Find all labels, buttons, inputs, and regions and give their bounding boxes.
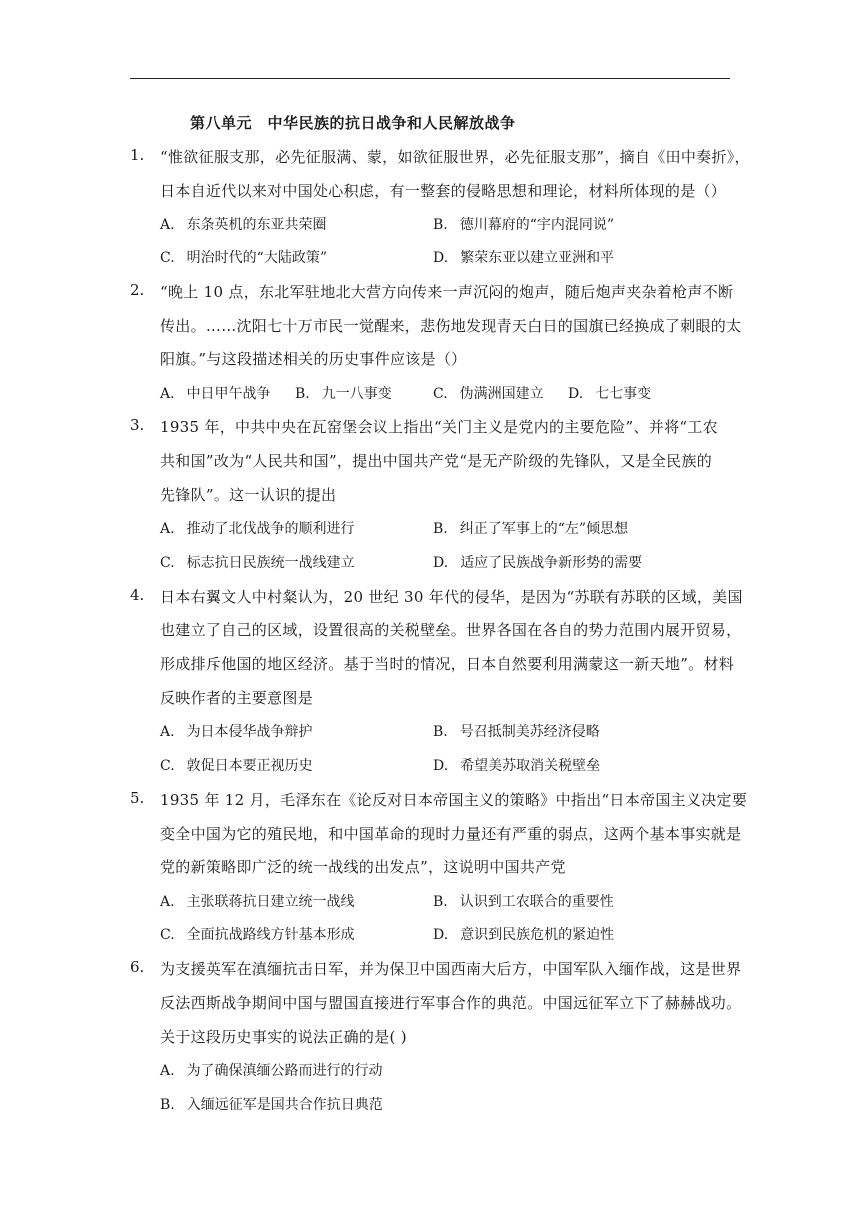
question-text-line: 日本右翼文人中村粲认为，20 世纪 30 年代的侵华，是因为“苏联有苏联的区域，美国: [160, 588, 743, 606]
question-text-line: 关于这段历史事实的说法正确的是( ): [160, 1028, 407, 1046]
option-c[interactable]: C. 标志抗日民族统一战线建立: [160, 555, 355, 571]
question-text-line: 反法西斯战争期间中国与盟国直接进行军事合作的典范。中国远征军立下了赫赫战功。: [160, 994, 742, 1012]
option-b[interactable]: B. 纠正了军事上的“左”倾思想: [433, 521, 629, 537]
question-text-line: 党的新策略即广泛的统一战线的出发点”，这说明中国共产党: [160, 858, 566, 876]
question-text-line: 阳旗。”与这段描述相关的历史事件应该是（）: [160, 350, 467, 368]
question-text-line: 为支援英军在滇缅抗击日军，并为保卫中国西南大后方，中国军队入缅作战，这是世界: [160, 960, 742, 978]
question-text-line: 反映作者的主要意图是: [160, 689, 314, 707]
question-text-line: 先锋队”。这一认识的提出: [160, 486, 337, 504]
option-b[interactable]: B. 号召抵制美苏经济侵略: [433, 724, 600, 740]
option-b[interactable]: B. 德川幕府的“宇内混同说”: [433, 217, 615, 233]
option-d[interactable]: D. 适应了民族战争新形势的需要: [433, 555, 643, 571]
question-text-line: 也建立了自己的区域，设置很高的关税壁垒。世界各国在各自的势力范围内展开贸易，: [160, 621, 742, 639]
option-a[interactable]: A. 中日甲午战争: [160, 386, 271, 402]
option-a[interactable]: A. 推动了北伐战争的顺利进行: [160, 521, 355, 537]
question-text-line: 形成排斥他国的地区经济。基于当时的情况，日本自然要利用满蒙这一新天地”。材料: [160, 655, 735, 673]
question-number: 5.: [130, 789, 145, 807]
option-a[interactable]: A. 为了确保滇缅公路而进行的行动: [160, 1063, 383, 1079]
question-number: 2.: [130, 281, 145, 299]
option-a[interactable]: A. 主张联蒋抗日建立统一战线: [160, 894, 355, 910]
option-b[interactable]: B. 认识到工农联合的重要性: [433, 894, 614, 910]
question-number: 6.: [130, 958, 145, 976]
option-d[interactable]: D. 繁荣东亚以建立亚洲和平: [433, 250, 615, 266]
option-a[interactable]: A. 东条英机的东亚共荣圈: [160, 217, 327, 233]
question-text-line: “晚上 10 点，东北军驻地北大营方向传来一声沉闷的炮声，随后炮声夹杂着枪声不断: [160, 283, 734, 301]
unit-title: 第八单元 中华民族的抗日战争和人民解放战争: [190, 114, 516, 132]
option-a[interactable]: A. 为日本侵华战争辩护: [160, 724, 313, 740]
question-text-line: 1935 年 12 月，毛泽东在《论反对日本帝国主义的策略》中指出“日本帝国主义决定要: [160, 791, 748, 809]
question-text-line: 1935 年，中共中央在瓦窑堡会议上指出“关门主义是党内的主要危险”、并将“工农: [160, 418, 718, 436]
question-text-line: “惟欲征服支那，必先征服满、蒙，如欲征服世界，必先征服支那”，摘自《田中奏折》，: [160, 148, 750, 166]
question-text-line: 日本自近代以来对中国处心积虑，有一整套的侵略思想和理论，材料所体现的是（）: [160, 182, 727, 200]
question-number: 3.: [130, 416, 145, 434]
option-d[interactable]: D. 七七事变: [568, 386, 652, 402]
question-text-line: 共和国”改为“人民共和国”，提出中国共产党“是无产阶级的先锋队，又是全民族的: [160, 452, 713, 470]
question-number: 1.: [130, 146, 145, 164]
question-number: 4.: [130, 586, 145, 604]
option-b[interactable]: B. 九一八事变: [295, 386, 392, 402]
question-text-line: 变全中国为它的殖民地，和中国革命的现时力量还有严重的弱点，这两个基本事实就是: [160, 825, 742, 843]
question-text-line: 传出。……沈阳七十万市民一觉醒来，悲伤地发现青天白日的国旗已经换成了刺眼的太: [160, 317, 742, 335]
option-c[interactable]: C. 明治时代的“大陆政策”: [160, 250, 327, 266]
option-d[interactable]: D. 希望美苏取消关税壁垒: [433, 758, 601, 774]
option-c[interactable]: C. 敦促日本要正视历史: [160, 758, 313, 774]
header-rule: [130, 78, 730, 79]
option-b[interactable]: B. 入缅远征军是国共合作抗日典范: [160, 1097, 383, 1113]
option-d[interactable]: D. 意识到民族危机的紧迫性: [433, 927, 615, 943]
option-c[interactable]: C. 伪满洲国建立: [433, 386, 544, 402]
option-c[interactable]: C. 全面抗战路线方针基本形成: [160, 927, 355, 943]
